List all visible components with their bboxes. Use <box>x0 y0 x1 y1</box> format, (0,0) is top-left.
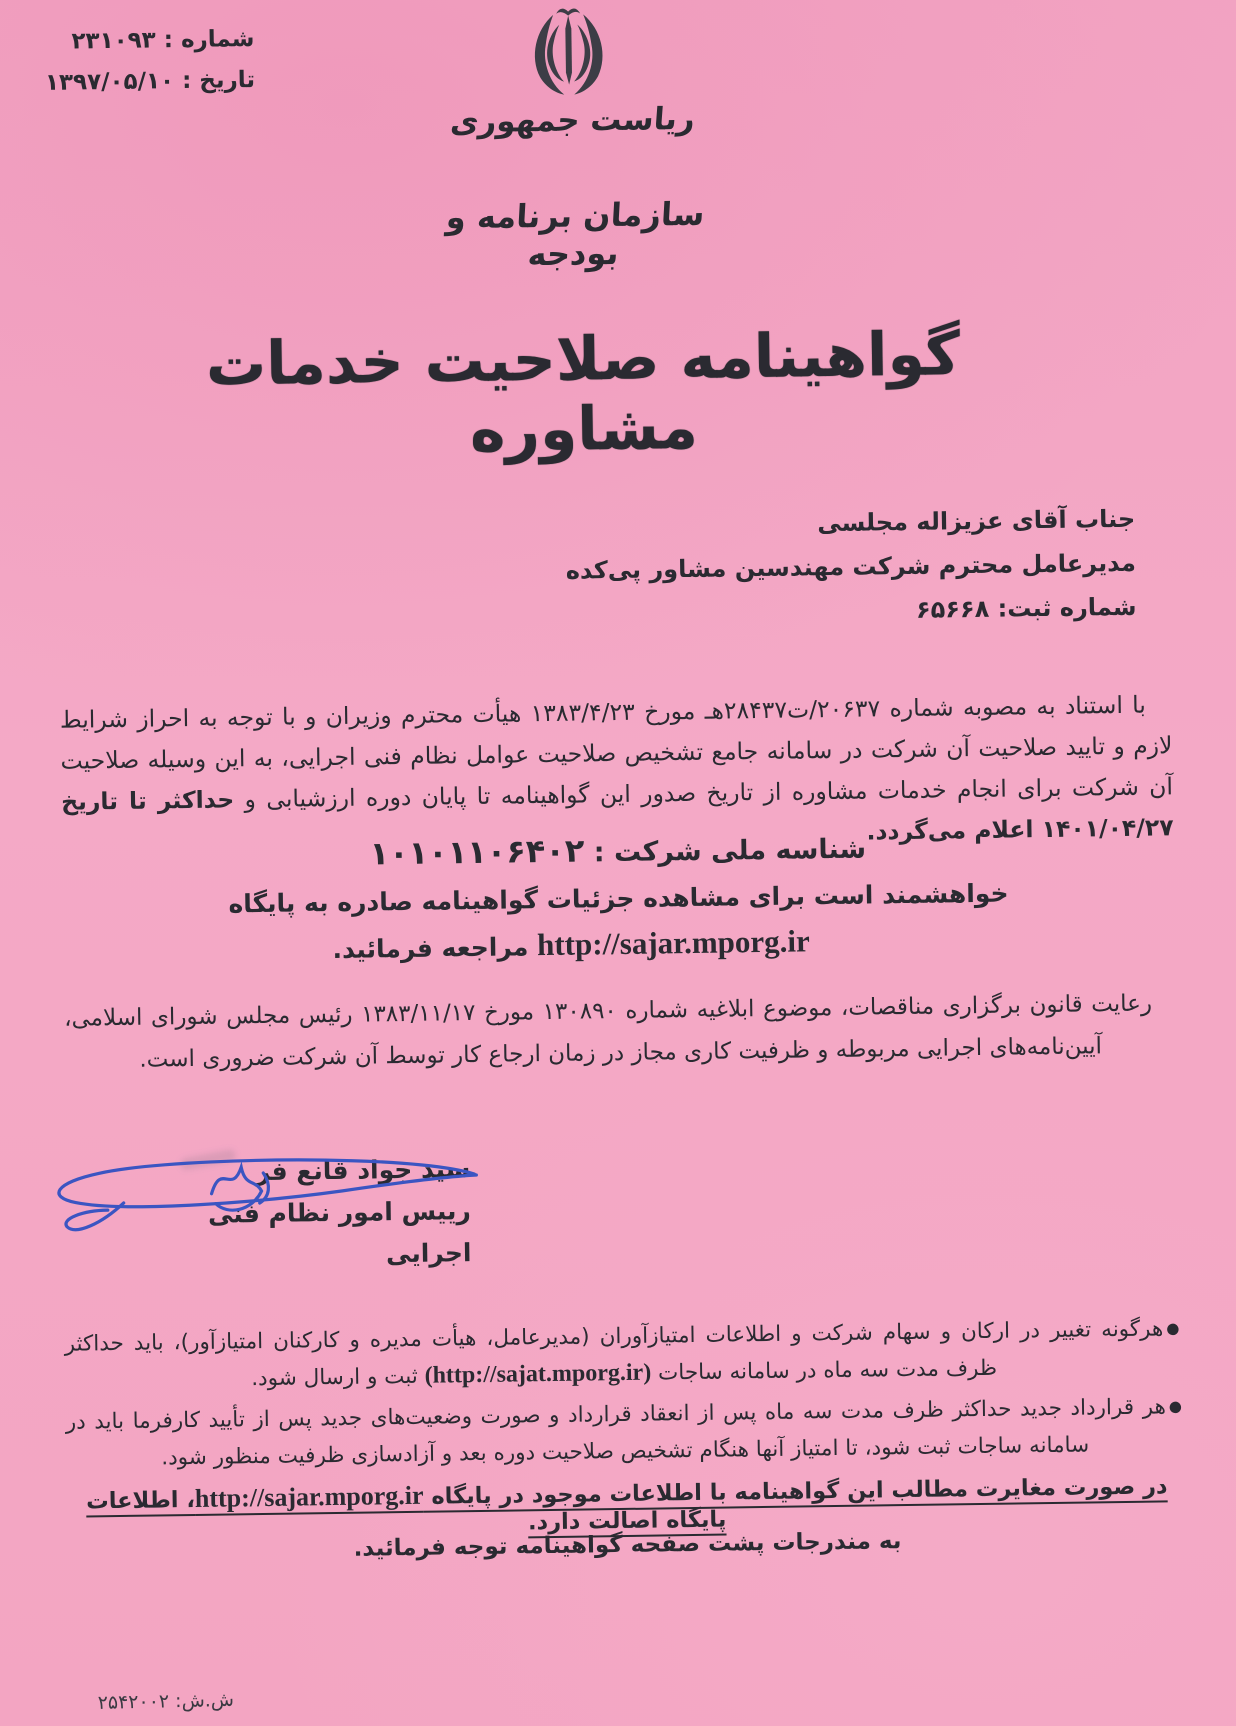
recipient-block <box>565 497 1137 637</box>
registration-number-value: ۶۵۶۶۸ <box>915 594 990 624</box>
sajar-url-text: http://sajar.mporg.ir <box>194 1480 424 1513</box>
national-id-value: ۱۰۱۰۱۱۰۶۴۰۲ <box>369 831 585 873</box>
recipient-role: مدیرعامل محترم شرکت مهندسین مشاور پی‌کده <box>565 548 1137 585</box>
tender-law-paragraph: رعایت قانون برگزاری مناقصات، موضوع ابلاغیه شماره ۱۳۰۸۹۰ مورخ ۱۳۸۳/۱۱/۱۷ رئیس مجلس شورای اسلامی، آیین‌نامه‌های اجرایی مربوطه و ظرفیت کاری مجاز در زمان ارجاع کار توسط آن شرکت ضروری است. <box>63 990 1153 1073</box>
form-serial <box>97 1689 234 1714</box>
letter-date-label: تاریخ : <box>181 66 256 95</box>
footnote-1-text: هرگونه تغییر در ارکان و سهام شرکت و اطلاعات امتیازآوران (مدیرعامل، هیأت مدیره و کارکنان امتیازآور)، باید حداکثر ظرف مدت سه ماه در سامانه ساجات <box>64 1316 1164 1386</box>
sajat-url-text: (http://sajat.mporg.ir) <box>424 1359 652 1389</box>
presidency-heading: ریاست جمهوری <box>449 100 697 141</box>
disclaimer-text: در صورت مغایرت مطالب این گواهینامه با اطلاعات موجود در پایگاه <box>423 1473 1168 1510</box>
organization-heading: سازمان برنامه و بودجه <box>445 194 706 274</box>
certificate-title: گواهینامه صلاحیت خدمات مشاوره <box>205 319 961 467</box>
signature-scribble <box>30 1128 484 1252</box>
body-text: با استناد به مصوبه شماره ۲۰۶۳۷/ت۲۸۴۳۷هـ مورخ ۱۳۸۳/۴/۲۳ هیأت محترم وزیران و با توجه به احراز شرایط لازم و تایید صلاحیت آن شرکت در سامانه جامع تشخیص صلاحیت عوامل نظام فنی اجرایی، به این وسیله صلاحیت آن شرکت برای انجام خدمات مشاوره از تاریخ صدور این گواهینامه تا پایان دوره ارزشیابی و <box>59 690 1174 814</box>
back-page-note: به مندرجات پشت صفحه گواهینامه توجه فرمائید. <box>353 1528 902 1562</box>
portal-url-line <box>1 919 1141 971</box>
recipient-name: جناب آقای عزیزاله مجلسی <box>817 504 1136 538</box>
sajar-url-text: http://sajar.mporg.ir <box>536 923 811 963</box>
reference-block <box>18 19 255 104</box>
letter-date-value: ۱۳۹۷/۰۵/۱۰ <box>44 68 175 96</box>
letter-number-value: ۲۳۱۰۹۳ <box>71 27 156 55</box>
footnote-shareholders <box>64 1310 1183 1400</box>
footnote-2-text: هر قرارداد جدید حداکثر ظرف مدت سه ماه پس از انعقاد قرارداد و صورت وضعیت‌های جدید پس از تأیید کارفرما باید در سامانه ساجات ثبت شود، تا امتیاز آنها هنگام تشخیص صلاحیت دوره بعد و آزادسازی ظرفیت منظور شود. <box>65 1394 1166 1471</box>
signatory-title: رییس امور نظام فنی اجرایی <box>207 1196 472 1269</box>
footnote-contracts <box>65 1388 1184 1478</box>
footnotes <box>64 1310 1184 1482</box>
signatory-name: سید جواد قانع فر <box>255 1154 471 1187</box>
form-serial-value: ۲۵۴۲۰۰۲ <box>97 1690 170 1715</box>
letter-date-line <box>19 60 256 104</box>
iran-emblem-icon <box>514 2 623 103</box>
bullet-icon: ● <box>1168 1397 1184 1416</box>
form-serial-label: ش.ش: <box>174 1688 235 1713</box>
bullet-icon: ● <box>1166 1319 1183 1338</box>
body-expiry-date-bold: حداکثر تا تاریخ ۱۴۰۱/۰۴/۲۷ اعلام می‌گردد. <box>60 785 1174 846</box>
registration-number-label: شماره ثبت: <box>997 592 1137 623</box>
letter-number-line <box>18 19 255 63</box>
registration-number-line <box>566 585 1137 637</box>
letter-number-label: شماره : <box>163 25 255 54</box>
footnote-1-tail: ثبت و ارسال شود. <box>251 1363 425 1392</box>
disclaimer-tail: ، اطلاعات پایگاه اصالت دارد. <box>85 1486 727 1536</box>
portal-intro-line: خواهشمند است برای مشاهده جزئیات گواهینامه صادره به پایگاه <box>228 878 1009 919</box>
national-id-label: شناسه ملی شرکت : <box>593 833 867 869</box>
portal-visit-suffix: مراجعه فرمائید. <box>332 932 529 964</box>
